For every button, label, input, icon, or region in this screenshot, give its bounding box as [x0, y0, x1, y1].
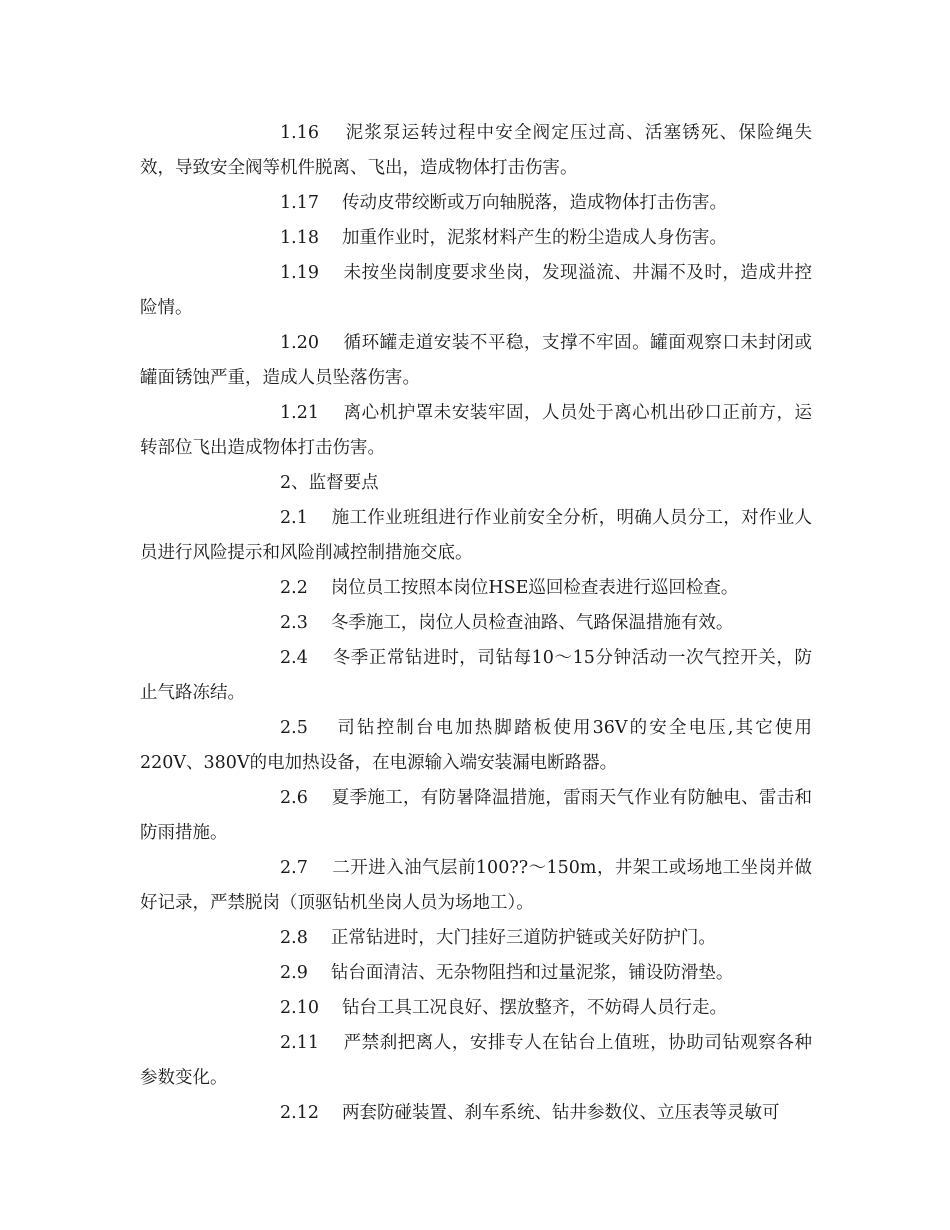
paragraph-2-6: 2.6 夏季施工，有防暑降温措施，雷雨天气作业有防触电、雷击和防雨措施。 [140, 788, 812, 843]
paragraph-2-4: 2.4 冬季正常钻进时，司钻每10～15分钟活动一次气控开关，防止气路冻结。 [140, 648, 812, 703]
paragraph-1-16: 1.16 泥浆泵运转过程中安全阀定压过高、活塞锈死、保险绳失效，导致安全阀等机件脱离、飞出，造成物体打击伤害。 [140, 123, 812, 178]
paragraph-2-5: 2.5 司钻控制台电加热脚踏板使用36V的安全电压,其它使用220V、380V的电加热设备，在电源输入端安装漏电断路器。 [140, 718, 812, 773]
paragraph-2-2: 2.2 岗位员工按照本岗位HSE巡回检查表进行巡回检查。 [280, 578, 739, 598]
paragraph-1-21: 1.21 离心机护罩未安装牢固，人员处于离心机出砂口正前方，运转部位飞出造成物体打击伤害。 [140, 403, 812, 458]
paragraph-2-12: 2.12 两套防碰装置、刹车系统、钻井参数仪、立压表等灵敏可 [280, 1103, 780, 1123]
paragraph-2-1: 2.1 施工作业班组进行作业前安全分析，明确人员分工，对作业人员进行风险提示和风险削减控制措施交底。 [140, 508, 812, 563]
document-body [140, 116, 812, 1131]
paragraph-2-3: 2.3 冬季施工，岗位人员检查油路、气路保温措施有效。 [280, 613, 734, 633]
paragraph-2-9: 2.9 钻台面清洁、无杂物阻挡和过量泥浆，铺设防滑垫。 [280, 963, 734, 983]
paragraph-2-10: 2.10 钻台工具工况良好、摆放整齐，不妨碍人员行走。 [280, 998, 728, 1018]
paragraph-1-20: 1.20 循环罐走道安装不平稳，支撑不牢固。罐面观察口未封闭或罐面锈蚀严重，造成人员坠落伤害。 [140, 333, 812, 388]
paragraph-2-7: 2.7 二开进入油气层前100??～150m，井架工或场地工坐岗并做好记录，严禁脱岗（顶驱钻机坐岗人员为场地工）。 [140, 858, 812, 913]
paragraph-1-18: 1.18 加重作业时，泥浆材料产生的粉尘造成人身伤害。 [280, 228, 728, 248]
paragraph-1-19: 1.19 未按坐岗制度要求坐岗，发现溢流、井漏不及时，造成井控险情。 [140, 263, 812, 318]
paragraph-2-8: 2.8 正常钻进时，大门挂好三道防护链或关好防护门。 [280, 928, 716, 948]
paragraph-1-17: 1.17 传动皮带绞断或万向轴脱落，造成物体打击伤害。 [280, 193, 728, 213]
section-heading-supervision-points: 2、监督要点 [280, 473, 379, 493]
paragraph-2-11: 2.11 严禁刹把离人，安排专人在钻台上值班，协助司钻观察各种参数变化。 [140, 1033, 812, 1088]
